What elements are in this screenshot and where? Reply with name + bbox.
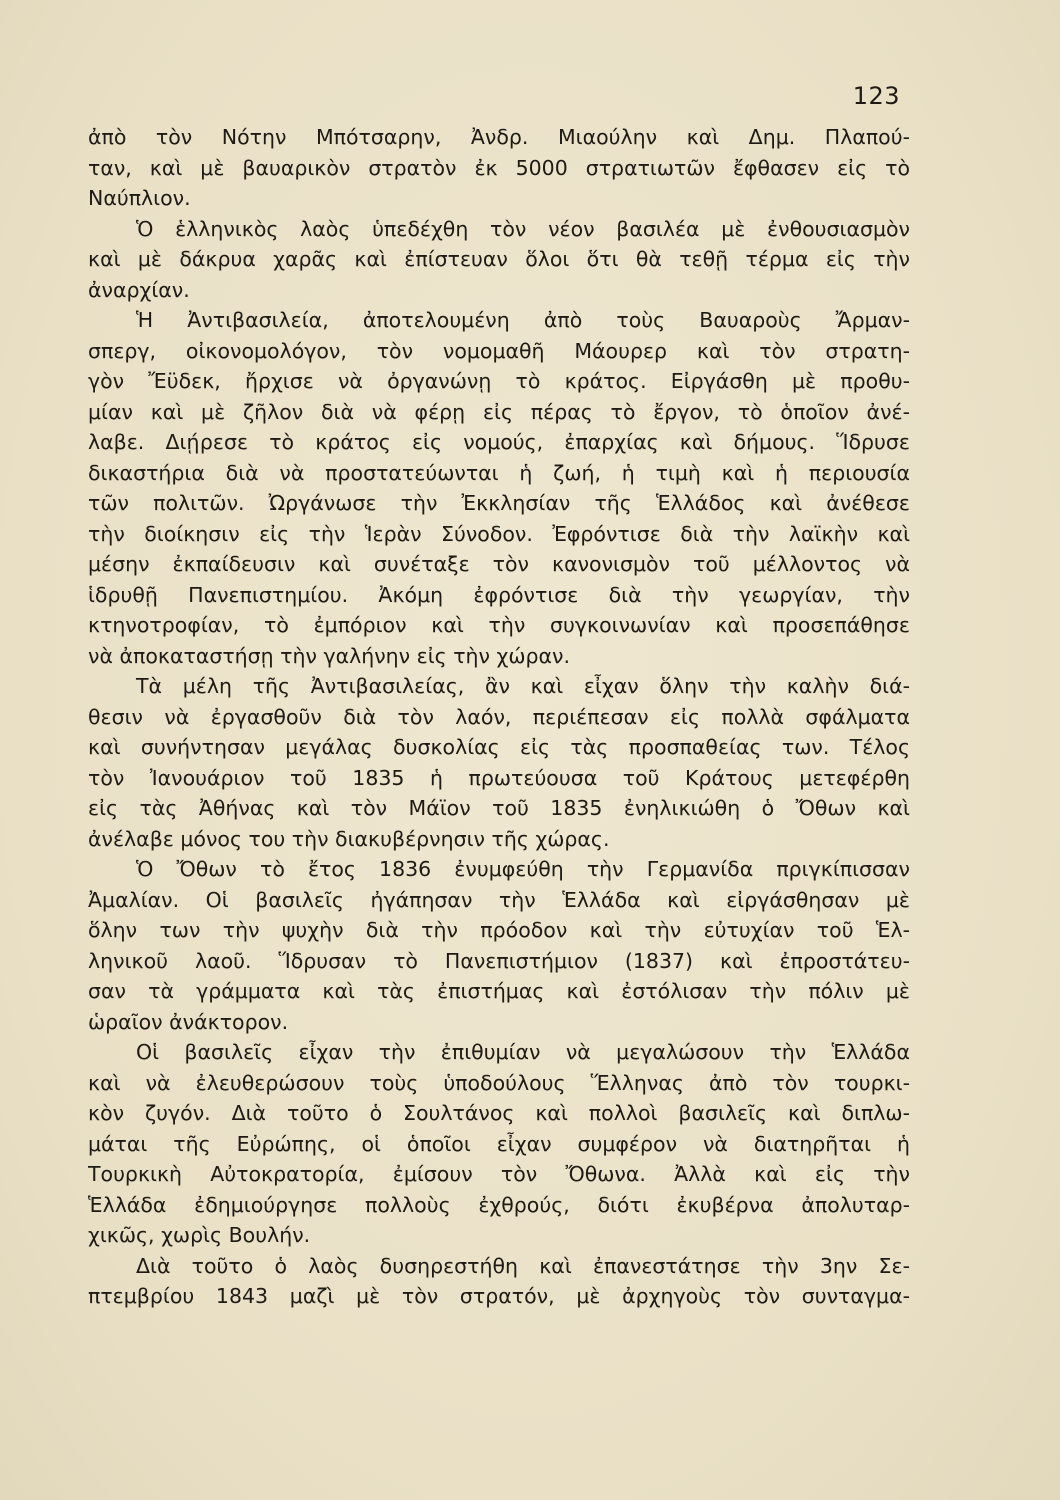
text-line: Τουρκικὴ Αὐτοκρατορία, ἐμίσουν τὸν Ὄθωνα. Ἀλλὰ καὶ εἰς τὴν — [88, 1162, 910, 1186]
text-line: Τὰ μέλη τῆς Ἀντιβασιλείας, ἂν καὶ εἶχαν ὅλην τὴν καλὴν διά- — [136, 674, 910, 698]
text-line: ἀναρχίαν. — [88, 277, 190, 302]
text-line: τὴν διοίκησιν εἰς τὴν Ἱερὰν Σύνοδον. Ἐφρόντισε διὰ τὴν λαϊκὴν καὶ — [88, 521, 910, 546]
text-line: ταν, καὶ μὲ βαυαρικὸν στρατὸν ἐκ 5000 στρατιωτῶν ἔφθασεν εἰς τὸ — [88, 155, 910, 180]
text-line: γὸν Ἔϋδεκ, ἤρχισε νὰ ὀργανώνῃ τὸ κράτος. Εἰργάσθη μὲ προθυ- — [88, 369, 910, 393]
text-line: καὶ νὰ ἐλευθερώσουν τοὺς ὑποδούλους Ἕλληνας ἀπὸ τὸν τουρκι- — [88, 1070, 910, 1095]
text-line: λαβε. Διῄρεσε τὸ κράτος εἰς νομούς, ἐπαρχίας καὶ δήμους. Ἵδρυσε — [88, 430, 910, 454]
text-line: μέσην ἐκπαίδευσιν καὶ συνέταξε τὸν κανονισμὸν τοῦ μέλλοντος νὰ — [88, 552, 910, 576]
text-line: ἀπὸ τὸν Νότην Μπότσαρην, Ἀνδρ. Μιαούλην καὶ Δημ. Πλαπού- — [88, 125, 910, 149]
text-line: καὶ μὲ δάκρυα χαρᾶς καὶ ἐπίστευαν ὅλοι ὅτι θὰ τεθῇ τέρμα εἰς τὴν — [88, 247, 910, 271]
text-line: Διὰ τοῦτο ὁ λαὸς δυσηρεστήθη καὶ ἐπανεστάτησε τὴν 3ην Σε- — [136, 1253, 910, 1278]
text-line: ὡραῖον ἀνάκτορον. — [88, 1009, 289, 1034]
page-number: 123 — [852, 82, 900, 110]
text-line: Ναύπλιον. — [88, 186, 191, 210]
text-line: Ὁ ἑλληνικὸς λαὸς ὑπεδέχθη τὸν νέον βασιλέα μὲ ἐνθουσιασμὸν — [136, 216, 910, 241]
text-line: κτηνοτροφίαν, τὸ ἐμπόριον καὶ τὴν συγκοινωνίαν καὶ προσεπάθησε — [88, 613, 910, 637]
text-line: Ἑλλάδα ἐδημιούργησε πολλοὺς ἐχθρούς, διότι ἐκυβέρνα ἀπολυταρ- — [88, 1192, 910, 1217]
text-line: σπεργ, οἰκονομολόγον, τὸν νομομαθῆ Μάουρερ καὶ τὸν στρατη- — [88, 338, 910, 363]
text-line: τὸν Ἰανουάριον τοῦ 1835 ἡ πρωτεύουσα τοῦ Κράτους μετεφέρθη — [88, 765, 910, 790]
text-line: θεσιν νὰ ἐργασθοῦν διὰ τὸν λαόν, περιέπεσαν εἰς πολλὰ σφάλματα — [88, 704, 910, 729]
text-line: Ἀμαλίαν. Οἱ βασιλεῖς ἠγάπησαν τὴν Ἑλλάδα καὶ εἰργάσθησαν μὲ — [88, 887, 910, 912]
text-line: δικαστήρια διὰ νὰ προστατεύωνται ἡ ζωή, ἡ τιμὴ καὶ ἡ περιουσία — [88, 460, 910, 485]
text-line: τῶν πολιτῶν. Ὠργάνωσε τὴν Ἐκκλησίαν τῆς Ἑλλάδος καὶ ἀνέθεσε — [88, 491, 910, 515]
text-line: χικῶς, χωρὶς Βουλήν. — [88, 1223, 311, 1247]
text-line: ἀνέλαβε μόνος του τὴν διακυβέρνησιν τῆς χώρας. — [88, 826, 610, 851]
body-text — [88, 122, 910, 1312]
text-line: εἰς τὰς Ἀθήνας καὶ τὸν Μάϊον τοῦ 1835 ἐνηλικιώθη ὁ Ὄθων καὶ — [88, 796, 910, 820]
text-line: ληνικοῦ λαοῦ. Ἵδρυσαν τὸ Πανεπιστήμιον (1837) καὶ ἐπροστάτευ- — [88, 948, 910, 973]
text-line: μίαν καὶ μὲ ζῆλον διὰ νὰ φέρῃ εἰς πέρας τὸ ἔργον, τὸ ὁποῖον ἀνέ- — [88, 399, 910, 424]
text-line: καὶ συνήντησαν μεγάλας δυσκολίας εἰς τὰς προσπαθείας των. Τέλος — [88, 735, 910, 759]
text-line: Οἱ βασιλεῖς εἶχαν τὴν ἐπιθυμίαν νὰ μεγαλώσουν τὴν Ἑλλάδα — [136, 1040, 910, 1064]
text-line: ὅλην των τὴν ψυχὴν διὰ τὴν πρόοδον καὶ τὴν εὐτυχίαν τοῦ Ἑλ- — [88, 918, 910, 942]
text-line: πτεμβρίου 1843 μαζὶ μὲ τὸν στρατόν, μὲ ἀρχηγοὺς τὸν συνταγμα- — [88, 1284, 910, 1308]
text-line: νὰ ἀποκαταστήσῃ τὴν γαλήνην εἰς τὴν χώραν. — [88, 643, 571, 668]
text-line: Ἡ Ἀντιβασιλεία, ἀποτελουμένη ἀπὸ τοὺς Βαυαροὺς Ἄρμαν- — [136, 308, 910, 332]
text-line: κὸν ζυγόν. Διὰ τοῦτο ὁ Σουλτάνος καὶ πολλοὶ βασιλεῖς καὶ διπλω- — [88, 1101, 910, 1125]
text-line: σαν τὰ γράμματα καὶ τὰς ἐπιστήμας καὶ ἐστόλισαν τὴν πόλιν μὲ — [88, 979, 910, 1003]
text-line: μάται τῆς Εὐρώπης, οἱ ὁποῖοι εἶχαν συμφέρον νὰ διατηρῆται ἡ — [88, 1131, 910, 1156]
text-line: Ὁ Ὄθων τὸ ἔτος 1836 ἐνυμφεύθη τὴν Γερμανίδα πριγκίπισσαν — [136, 857, 910, 881]
text-line: ἱδρυθῇ Πανεπιστημίου. Ἀκόμη ἐφρόντισε διὰ τὴν γεωργίαν, τὴν — [88, 582, 910, 607]
